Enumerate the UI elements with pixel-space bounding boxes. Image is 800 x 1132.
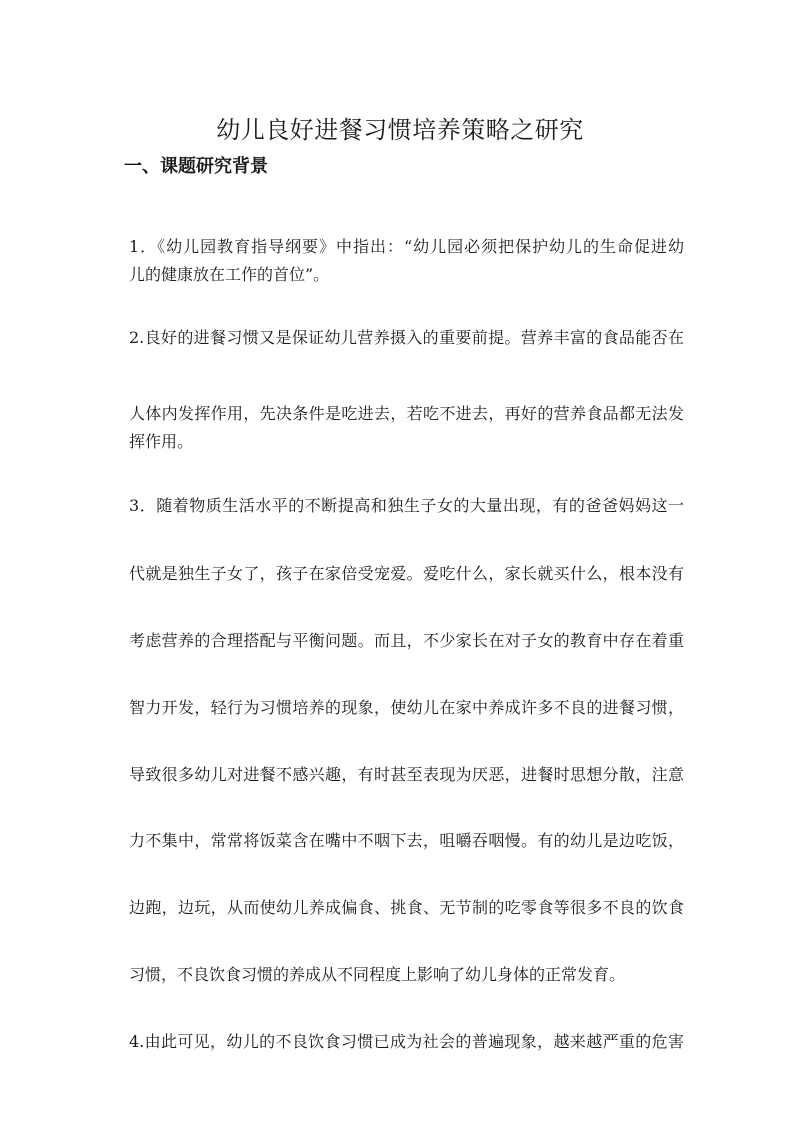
paragraph-line-6: 3．随着物质生活水平的不断提高和独生子女的大量出现，有的爸爸妈妈这一: [129, 496, 684, 515]
paragraph-line-9: 智力开发，轻行为习惯培养的现象，使幼儿在家中养成许多不良的进餐习惯，: [129, 698, 684, 717]
paragraph-line-14: 4.由此可见，幼儿的不良饮食习惯已成为社会的普遍现象，越来越严重的危害: [129, 1032, 684, 1051]
paragraph-line-3: 2.良好的进餐习惯又是保证幼儿营养摄入的重要前提。营养丰富的食品能否在: [129, 328, 684, 347]
paragraph-line-5: 挥作用。: [129, 432, 194, 451]
paragraph-line-2: 儿的健康放在工作的首位”。: [129, 265, 330, 284]
paragraph-line-7: 代就是独生子女了，孩子在家倍受宠爱。爱吃什么，家长就买什么，根本没有: [129, 564, 684, 583]
paragraph-line-8: 考虑营养的合理搭配与平衡问题。而且，不少家长在对子女的教育中存在着重: [129, 631, 684, 650]
paragraph-line-1: 1．《幼儿园教育指导纲要》中指出：“幼儿园必须把保护幼儿的生命促进幼: [129, 237, 684, 256]
section-heading: 一、课题研究背景: [124, 156, 268, 177]
paragraph-line-4: 人体内发挥作用，先决条件是吃进去，若吃不进去，再好的营养食品都无法发: [129, 404, 684, 423]
paragraph-line-10: 导致很多幼儿对进餐不感兴趣，有时甚至表现为厌恶，进餐时思想分散，注意: [129, 765, 684, 784]
paragraph-line-11: 力不集中，常常将饭菜含在嘴中不咽下去，咀嚼吞咽慢。有的幼儿是边吃饭，: [129, 831, 684, 850]
paragraph-line-12: 边跑，边玩，从而使幼儿养成偏食、挑食、无节制的吃零食等很多不良的饮食: [129, 898, 684, 917]
paragraph-line-13: 习惯，不良饮食习惯的养成从不同程度上影响了幼儿身体的正常发育。: [129, 965, 626, 984]
document-title: 幼儿良好进餐习惯培养策略之研究: [216, 116, 584, 144]
